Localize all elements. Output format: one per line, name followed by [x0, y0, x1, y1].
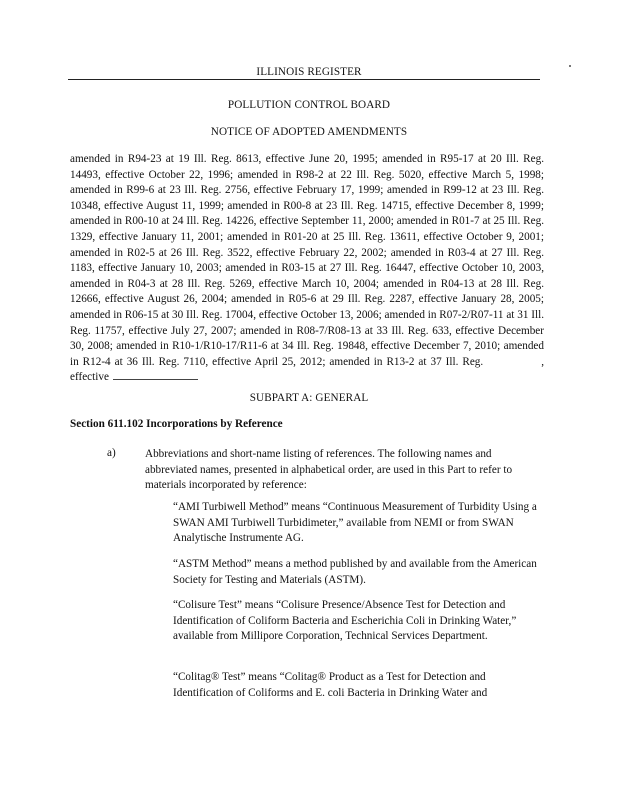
history-text: amended in R94-23 at 19 Ill. Reg. 8613, effective June 20, 1995; amended in R95-17 at 20 Ill. Reg. 14493, effective October 22, 1996; amended in R98-2 at 22 Ill. Reg. 5020, effective March 5, 1998; amended in R99-6 at 23 Ill. Reg. 2756, effective February 17, 1999; amended in R99-12 at 23 Ill. Reg. 10348, effective August 11, 1999; amended in R00-8 at 23 Ill. Reg. 14715, effective December 8, 1999; amended in R00-10 at 24 Ill. Reg. 14226, effective September 11, 2000; amended in R01-7 at 25 Ill. Reg. 1329, effective January 11, 2001; amended in R01-20 at 25 Ill. Reg. 13611, effective October 9, 2001; amended in R02-5 at 26 Ill. Reg. 3522, effective February 22, 2002; amended in R03-4 at 27 Ill. Reg. 1183, effective January 10, 2003; amended in R03-15 at 27 Ill. Reg. 16447, effective October 10, 2003, amended in R04-3 at 28 Ill. Reg. 5269, effective March 10, 2004; amended in R04-13 at 28 Ill. Reg. 12666, effective August 26, 2004; amended in R05-6 at 29 Ill. Reg. 2287, effective January 28, 2005; amended in R06-15 at 30 Ill. Reg. 17004, effective October 13, 2006; amended in R07-2/R07-11 at 31 Ill. Reg. 11757, effective July 27, 2007; amended in R08-7/R08-13 at 33 Ill. Reg. 633, effective December 30, 2008; amended in R10-1/R10-17/R11-6 at 34 Ill. Reg. 19848, effective December 7, 2010; amended in R12-4 at 36 Ill. Reg. 7110, effective April 25, 2012; amended in R13-2 at 37 Ill.	[70, 153, 544, 368]
effective-date-blank	[113, 370, 198, 380]
definition-colisure-test: “Colisure Test” means “Colisure Presence/Absence Test for Detection and Identification of Coliform Bacteria and Escherichia Coli in Drinking Water,” available from Millipore Corporation, Technical Services Department.	[173, 599, 517, 643]
board-name: POLLUTION CONTROL BOARD	[227, 99, 391, 111]
history-last-reg: Reg.	[462, 355, 484, 368]
definition-ami-turbiwell: “AMI Turbiwell Method” means “Continuous Measurement of Turbidity Using a SWAN AMI Turbiwell Turbidimeter,” available from NEMI or from SWAN Analytische Instrumente AG.	[173, 501, 537, 545]
history-paragraph	[70, 152, 544, 386]
subpart-heading: SUBPART A: GENERAL	[249, 392, 369, 404]
register-title: ILLINOIS REGISTER	[256, 66, 362, 78]
item-text: Abbreviations and short-name listing of references. The following names and abbreviated names, presented in alphabetical order, are used in this Part to refer to materials incorporated by reference:	[145, 448, 513, 492]
definition-astm-method: “ASTM Method” means a method published by and available from the American Society for Testing and Materials (ASTM).	[173, 558, 537, 586]
definition-colitag-test: “Colitag® Test” means “Colitag® Product as a Test for Detection and Identification of Coliforms and E. coli Bacteria in Drinking Water and	[173, 671, 488, 699]
notice-title: NOTICE OF ADOPTED AMENDMENTS	[210, 126, 408, 138]
item-label: a)	[107, 447, 116, 459]
section-heading: Section 611.102 Incorporations by Reference	[70, 418, 283, 430]
header-rule	[68, 79, 540, 80]
history-last-effective: , effective	[70, 355, 544, 384]
